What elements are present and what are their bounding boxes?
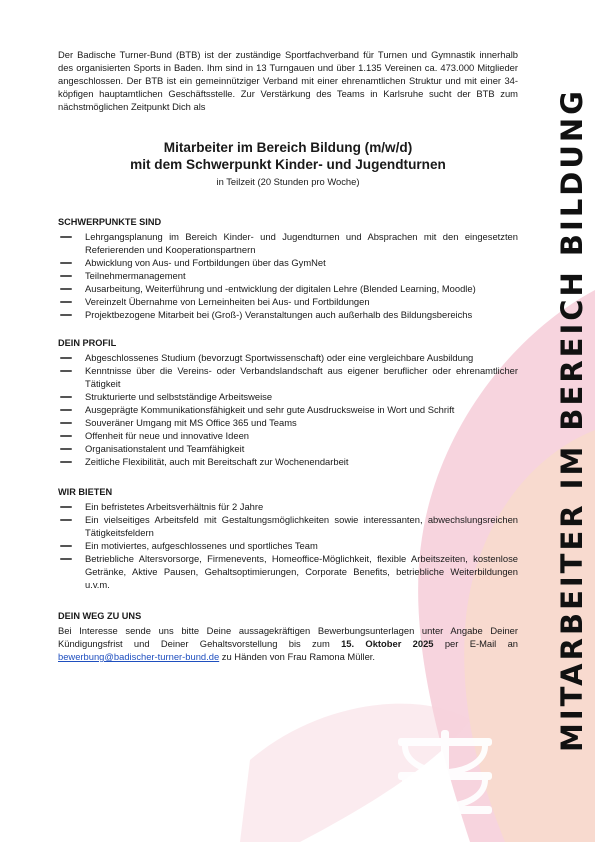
list-item: Souveräner Umgang mit MS Office 365 und Teams xyxy=(58,416,518,429)
job-posting xyxy=(58,48,518,663)
list-item: Vereinzelt Übernahme von Lerneinheiten bei Aus- und Fortbildungen xyxy=(58,295,518,308)
section-focus xyxy=(58,216,518,321)
list-item: Ein vielseitiges Arbeitsfeld mit Gestaltungsmöglichkeiten sowie interessanten, abwechslungsreichen Tätigkeitsfeldern xyxy=(58,513,518,539)
dash-bullet-icon xyxy=(60,301,72,303)
section-profile xyxy=(58,337,518,468)
dash-bullet-icon xyxy=(60,506,72,508)
list-item: Betriebliche Altersvorsorge, Firmenevents, Homeoffice-Möglichkeit, flexible Arbeitszeiten, kostenlose Getränke, Aktive Pausen, Gehaltsoptimierungen, Corporate Benefits, betriebliche Weiterbildungen u.v.m. xyxy=(58,552,518,591)
list-item: Ein befristetes Arbeitsverhältnis für 2 Jahre xyxy=(58,500,518,513)
job-title-block xyxy=(58,139,518,188)
dash-bullet-icon xyxy=(60,422,72,424)
dash-bullet-icon xyxy=(60,396,72,398)
section-heading: WIR BIETEN xyxy=(58,487,113,497)
dash-bullet-icon xyxy=(60,236,72,238)
dash-bullet-icon xyxy=(60,262,72,264)
list-item: Abwicklung von Aus- und Fortbildungen über das GymNet xyxy=(58,256,518,269)
intro-paragraph: Der Badische Turner-Bund (BTB) ist der zuständige Sportfachverband für Turnen und Gymnastik innerhalb des organisierten Sports in Baden. Ihm sind in 13 Turngauen und über 1.135 Vereinen ca. 473.000 Mitglieder angeschlossen. Der BTB ist ein gemeinnütziger Verband mit einer ehrenamtlichen Struktur und mit einer 34-köpfigen hauptamtlichen Geschäftsstelle. Zur Verstärkung des Teams in Karlsruhe sucht der BTB zum nächstmöglichen Zeitpunkt Dich als xyxy=(58,49,518,112)
list-item: Offenheit für neue und innovative Ideen xyxy=(58,429,518,442)
dash-bullet-icon xyxy=(60,288,72,290)
list-item: Strukturierte und selbstständige Arbeitsweise xyxy=(58,390,518,403)
list-item: Zeitliche Flexibilität, auch mit Bereitschaft zur Wochenendarbeit xyxy=(58,455,518,468)
list-item: Kenntnisse über die Vereins- oder Verbandslandschaft aus eigener beruflicher oder ehrenamtlicher Tätigkeit xyxy=(58,364,518,390)
list-item: Ausgeprägte Kommunikationsfähigkeit und sehr gute Ausdrucksweise in Wort und Schrift xyxy=(58,403,518,416)
application-deadline: 15. Oktober 2025 xyxy=(341,638,434,649)
section-heading: DEIN PROFIL xyxy=(58,338,117,348)
section-apply xyxy=(58,610,518,663)
email-link[interactable]: bewerbung@badischer-turner-bund.de xyxy=(58,651,220,662)
section-offer xyxy=(58,486,518,591)
list-item: Ein motiviertes, aufgeschlossenes und sportliches Team xyxy=(58,539,518,552)
dash-bullet-icon xyxy=(60,545,72,547)
dash-bullet-icon xyxy=(60,314,72,316)
job-focus-title: mit dem Schwerpunkt Kinder- und Jugendturnen xyxy=(130,157,446,172)
dash-bullet-icon xyxy=(60,370,72,372)
dash-bullet-icon xyxy=(60,409,72,411)
dash-bullet-icon xyxy=(60,558,72,560)
dash-bullet-icon xyxy=(60,519,72,521)
vertical-title: MITARBEITER IM BEREICH BILDUNG xyxy=(555,88,589,752)
apply-paragraph: Bei Interesse sende uns bitte Deine aussagekräftigen Bewerbungsunterlagen unter Angabe Deiner Kündigungsfrist und Deiner Gehaltsvorstellung bis zum 15. Oktober 2025 per E-Mail an bewerbung@badischer-turner-bund.de zu Händen von Frau Ramona Müller. xyxy=(58,625,518,662)
list-item: Abgeschlossenes Studium (bevorzugt Sportwissenschaft) oder eine vergleichbare Ausbildung xyxy=(58,351,518,364)
list-item: Projektbezogene Mitarbeit bei (Groß-) Veranstaltungen auch außerhalb des Bildungsbereichs xyxy=(58,308,518,321)
list-item: Organisationstalent und Teamfähigkeit xyxy=(58,442,518,455)
section-heading: SCHWERPUNKTE SIND xyxy=(58,217,162,227)
dash-bullet-icon xyxy=(60,357,72,359)
dash-bullet-icon xyxy=(60,435,72,437)
list-item: Ausarbeitung, Weiterführung und -entwicklung der digitalen Lehre (Blended Learning, Moodle) xyxy=(58,282,518,295)
dash-bullet-icon xyxy=(60,275,72,277)
job-hours: in Teilzeit (20 Stunden pro Woche) xyxy=(216,176,360,187)
dash-bullet-icon xyxy=(60,461,72,463)
dash-bullet-icon xyxy=(60,448,72,450)
list-item: Teilnehmermanagement xyxy=(58,269,518,282)
job-title: Mitarbeiter im Bereich Bildung (m/w/d) xyxy=(163,140,413,155)
list-item: Lehrgangsplanung im Bereich Kinder- und Jugendturnen und Absprachen mit den eingesetzten Referierenden und Kooperationspartnern xyxy=(58,230,518,256)
section-heading: DEIN WEG ZU UNS xyxy=(58,611,142,621)
